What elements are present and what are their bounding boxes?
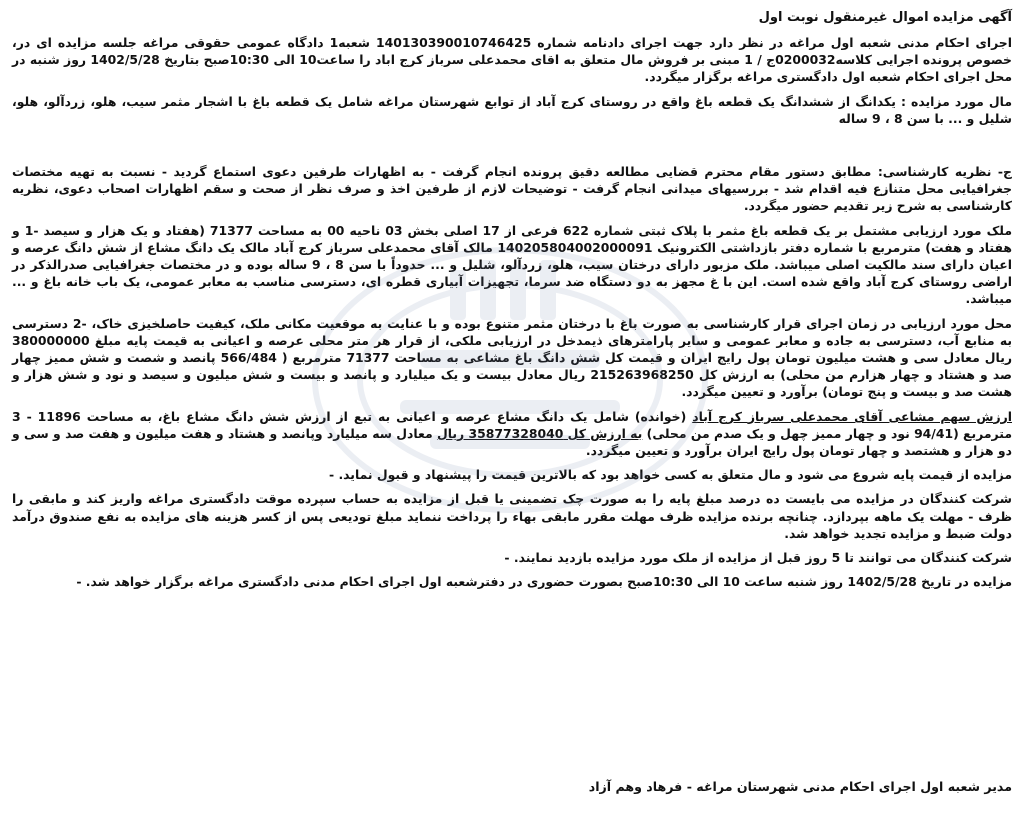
notice-title: آگهی مزایده اموال غیرمنقول نوبت اول xyxy=(758,10,1012,25)
visit-rule-paragraph: شرکت کنندگان می توانند تا 5 روز قبل از مزایده از ملک مورد مزایده بازدید نمایند. - xyxy=(504,550,1012,566)
signature-line: مدیر شعبه اول اجرای احکام مدنی شهرستان مراغه - فرهاد وهم آزاد xyxy=(588,779,1012,794)
intro-paragraph: اجرای احکام مدنی شعبه اول مراغه در نظر دارد جهت اجرای دادنامه شماره 140130390010746425 شعبه1 دادگاه عمومی حقوقی مراغه جلسه مزایده ای در، خصوص پرونده اجرایی کلاسه0200032ج / 1 مبنی بر فروش مال متعلق به اقای محمدعلی سرباز کرج اباد را ساعت10 الی 10:30صبح بتاریخ 1402/5/28 روز شنبه در محل اجرای احکام شعبه اول دادگستری مراغه برگزار میگردد. xyxy=(12,35,1012,85)
share-value-underlined-owner: ارزش سهم مشاعی آقای محمدعلی سرباز کرج آباد xyxy=(692,408,1012,424)
expert-opinion-text: مطابق دستور مقام محترم قضایی مطالعه دقیق پرونده انجام گرفت - به اظهارات طرفین دعوی استماع گردید - نسبت به تهیه مختصات جغرافیایی محل متنازع فیه اقدام شد - بررسیهای میدانی انجام گرفت - توضیحات لازم از طرفین اخذ و صرف نظر از صحت و سقم اظهارات اصحاب دعوی، نظریه کارشناسی به شرح زیر تقدیم حضور میگردد. xyxy=(12,164,1012,214)
share-value-end-text: معادل سه میلیارد وپانصد و هشتاد و هفت میلیون و هفت صد و سی و دو هزار و هشتصد و چهار تومان پول رایج ایران برآورد و تعیین میگردد. xyxy=(12,425,1012,459)
share-value-underlined-amount: به ارزش کل 35877328040 ریال xyxy=(436,425,643,441)
valuation-paragraph: محل مورد ارزیابی در زمان اجرای قرار کارشناسی به صورت باغ با درختان مثمر متنوع بوده و با عنایت به موقعیت مکانی ملک، کیفیت حاصلخیزی خاک، -2 دسترسی به منابع آب، دسترسی به جاده و معابر عمومی و سایر پارامترهای ذیمدخل در ارزیابی ملکی، از قرار هر متر محلی عرصه و اعیانی به قیمت پایه مبلغ 380000000 ریال معادل سی و هشت میلیون تومان پول رایج ایران و قیمت کل شش دانگ باغ مشاعی به مساحت 71377 مترمربع ( 566/484 پانصد و شصت و شش ممیز چهار صد و هشتاد و چهار هزارم من محلی) به ارزش کل 215263968250 ریال معادل بیست و یک میلیارد و پانصد و بیست و شش میلیون و سیصد و نود و شش هزار و هشت صد و بیست و پنج تومان) برآورد و تعیین میگردد. xyxy=(12,315,1012,400)
share-value-middle-text: (خوانده) شامل یک دانگ مشاع عرصه و اعیانی به تبع از ارزش شش دانگ مشاع باغ، به مساحت 11896 - 3 مترمربع (94/41 نود و چهار ممیز چهل و یک صدم من محلی) xyxy=(12,408,1012,441)
share-value-paragraph xyxy=(12,408,1012,460)
base-price-rule-paragraph: مزایده از قیمت پایه شروع می شود و مال متعلق به کسی خواهد بود که بالاترین قیمت را پیشنهاد و قبول نماید. - xyxy=(328,467,1012,483)
auction-date-paragraph: مزایده در تاریخ 1402/5/28 روز شنبه ساعت 10 الی 10:30صبح بصورت حضوری در دفترشعبه اول اجرای احکام مدنی دادگستری مراغه برگزار خواهد شد. - xyxy=(76,574,1012,590)
expert-opinion-label: ج- نظریه کارشناسی: xyxy=(877,164,1012,180)
property-description-paragraph: ملک مورد ارزیابی مشتمل بر یک قطعه باغ مثمر با پلاک ثبتی شماره 622 فرعی از 17 اصلی بخش 03 ناحیه 00 به مساحت 71377 (هفتاد و یک هزار و سیصد -1 و هفتاد و هفت) مترمربع با شماره دفتر بازداشتی الکترونیک 140205804002000091 مالک آقای محمدعلی سرباز کرج آباد مالک یک دانگ مشاع از شش دانگ عرصه و اعیان دارای سند مالکیت اصلی میباشد. ملک مزبور دارای درختان سیب، هلو، زردآلو، شلیل و ... حدوداً با سن 8 ، 9 ساله بوده و در مختصات جغرافیایی صدرالذکر در اراضی روستای کرج آباد واقع شده است. این با غ مجهز به دو دستگاه ضد سرما، تجهیزات آبیاری قطره ای، دسترسی مناسب به معابر عمومی، یک باب خانه باغ و ... میباشد. xyxy=(12,222,1012,307)
auction-item-paragraph: مال مورد مزایده : یکدانگ از ششدانگ یک قطعه باغ واقع در روستای کرج آباد از توابع شهرستان مراغه شامل یک قطعه باغ با اشجار مثمر سیب، هلو، زردآلو، هلو، شلیل و ... با سن 8 ، 9 ساله xyxy=(12,93,1012,126)
expert-opinion-paragraph xyxy=(12,163,1012,215)
deposit-rule-paragraph: شرکت کنندگان در مزایده می بایست ده درصد مبلغ پایه را به صورت چک تضمینی یا قبل از مزایده به حساب سپرده موقت دادگستری مراغه واریز کند و مابقی را ظرف - مهلت یک ماهه بپردازد. چنانچه برنده مزایده ظرف مهلت مقرر مابقی بهاء را پرداخت ننماید مبلغ تودیعی پس از کسر هزینه های مزایده به نفع صندوق درآمد دولت ضبط و مزایده تجدید خواهد شد. xyxy=(12,491,1012,541)
